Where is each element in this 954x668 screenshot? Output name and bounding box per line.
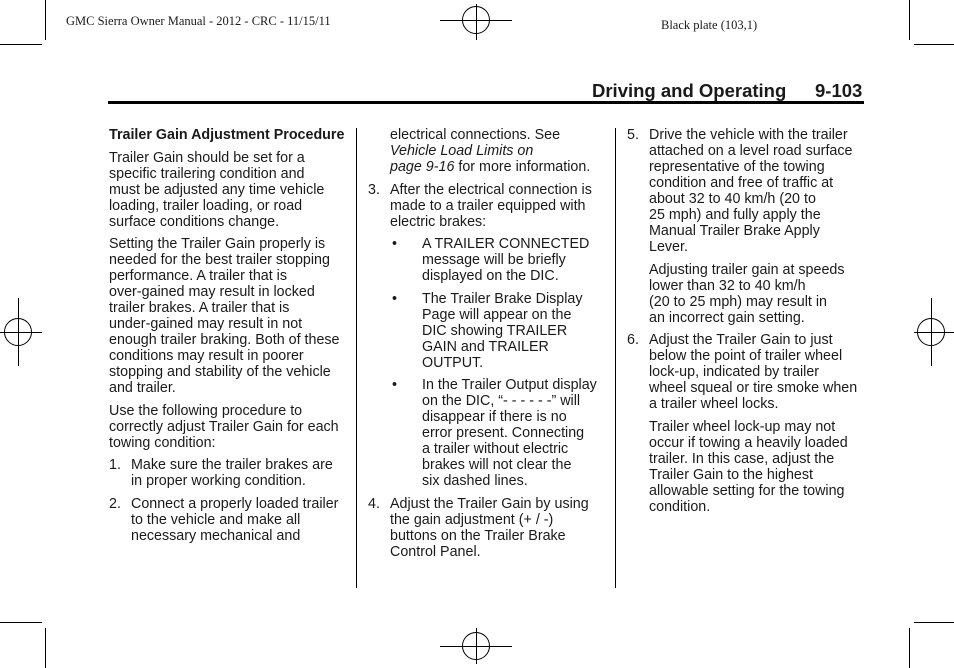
paragraph: Trailer Gain should be set for a specific trailering condition and must be adjusted any time vehicle loading, trailer loading, or road surface conditions change.: [109, 149, 325, 230]
header-rule: [108, 101, 864, 104]
running-header-right: Black plate (103,1): [661, 18, 758, 32]
step-number: 3.: [368, 181, 380, 198]
crop-mark: [914, 622, 954, 623]
step-number: 2.: [109, 495, 121, 512]
paragraph: Setting the Trailer Gain properly is needed for the best trailer stopping performance. A trailer that is over-gained may result in locked trailer brakes. A trailer that is under-gained may result in not enough trailer braking. Both of these conditions may result in poorer stopping and stability of the vehicle and trailer.: [109, 236, 340, 396]
paragraph: Use the following procedure to correctly adjust Trailer Gain for each towing condition:: [109, 402, 339, 451]
bullet-item: • In the Trailer Output display on the DIC, “- - - - - -” will disappear if there is no error present. Connecting a trailer without electric brakes will not clear the six dashed lines.: [392, 377, 597, 489]
column-divider: [615, 128, 616, 588]
step-number: 1.: [109, 457, 121, 473]
bullet-icon: •: [392, 236, 398, 252]
column-3: [627, 127, 867, 521]
cross-reference-link[interactable]: page 9-16: [390, 159, 455, 175]
section-heading: Trailer Gain Adjustment Procedure: [109, 127, 345, 143]
section-title: Driving and Operating: [592, 80, 787, 101]
list-item: 2. Connect a properly loaded trailer to the vehicle and make all necessary mechanical and: [109, 495, 339, 544]
list-item: 3. After the electrical connection is made to a trailer equipped with electric brakes:: [368, 181, 592, 230]
bullet-item: • A TRAILER CONNECTED message will be briefly displayed on the DIC.: [392, 236, 590, 284]
crop-mark: [909, 628, 910, 668]
crop-mark: [0, 44, 42, 45]
step-number: 4.: [368, 495, 380, 512]
column-divider: [356, 128, 357, 588]
registration-mark: [4, 318, 32, 346]
crop-mark: [45, 628, 46, 668]
crop-mark: [45, 0, 46, 40]
list-item: 5. Drive the vehicle with the trailer attached on a level road surface representative of the towing condition and free of traffic at about 32 to 40 km/h (20 to 25 mph) and fully apply the Manual Trailer Brake Apply Lever.: [627, 127, 853, 255]
step-note: Trailer wheel lock-up may not occur if towing a heavily loaded trailer. In this case, adjust the Trailer Gain to the highest allowable setting for the towing condition.: [649, 418, 848, 515]
crop-mark: [909, 0, 910, 40]
column-2: [368, 127, 613, 566]
list-item: 6. Adjust the Trailer Gain to just below the point of trailer wheel lock-up, indicated by trailer wheel squeal or tire smoke when a trailer wheel locks.: [627, 332, 858, 412]
crop-mark: [914, 44, 954, 45]
bullet-icon: •: [392, 377, 398, 393]
registration-mark: [462, 6, 490, 34]
bullet-icon: •: [392, 290, 398, 307]
step-number: 5.: [627, 127, 639, 143]
step-number: 6.: [627, 332, 639, 348]
registration-mark: [462, 632, 490, 660]
running-header-left: GMC Sierra Owner Manual - 2012 - CRC - 11/15/11: [66, 14, 331, 28]
registration-mark: [917, 318, 945, 346]
page-number: 9-103: [815, 80, 863, 101]
crop-mark: [0, 622, 42, 623]
list-item-continuation: electrical connections. See Vehicle Load Limits on page 9-16 for more information.: [390, 127, 591, 175]
list-item: 1. Make sure the trailer brakes are in proper working condition.: [109, 457, 333, 489]
bullet-item: • The Trailer Brake Display Page will appear on the DIC showing TRAILER GAIN and TRAILER OUTPUT.: [392, 290, 583, 371]
cross-reference-link[interactable]: Vehicle Load Limits on: [390, 143, 534, 159]
list-item: 4. Adjust the Trailer Gain by using the gain adjustment (+ / -) buttons on the Trailer Brake Control Panel.: [368, 495, 589, 560]
column-1: [109, 127, 354, 550]
step-note: Adjusting trailer gain at speeds lower than 32 to 40 km/h (20 to 25 mph) may result in an incorrect gain setting.: [649, 261, 845, 326]
